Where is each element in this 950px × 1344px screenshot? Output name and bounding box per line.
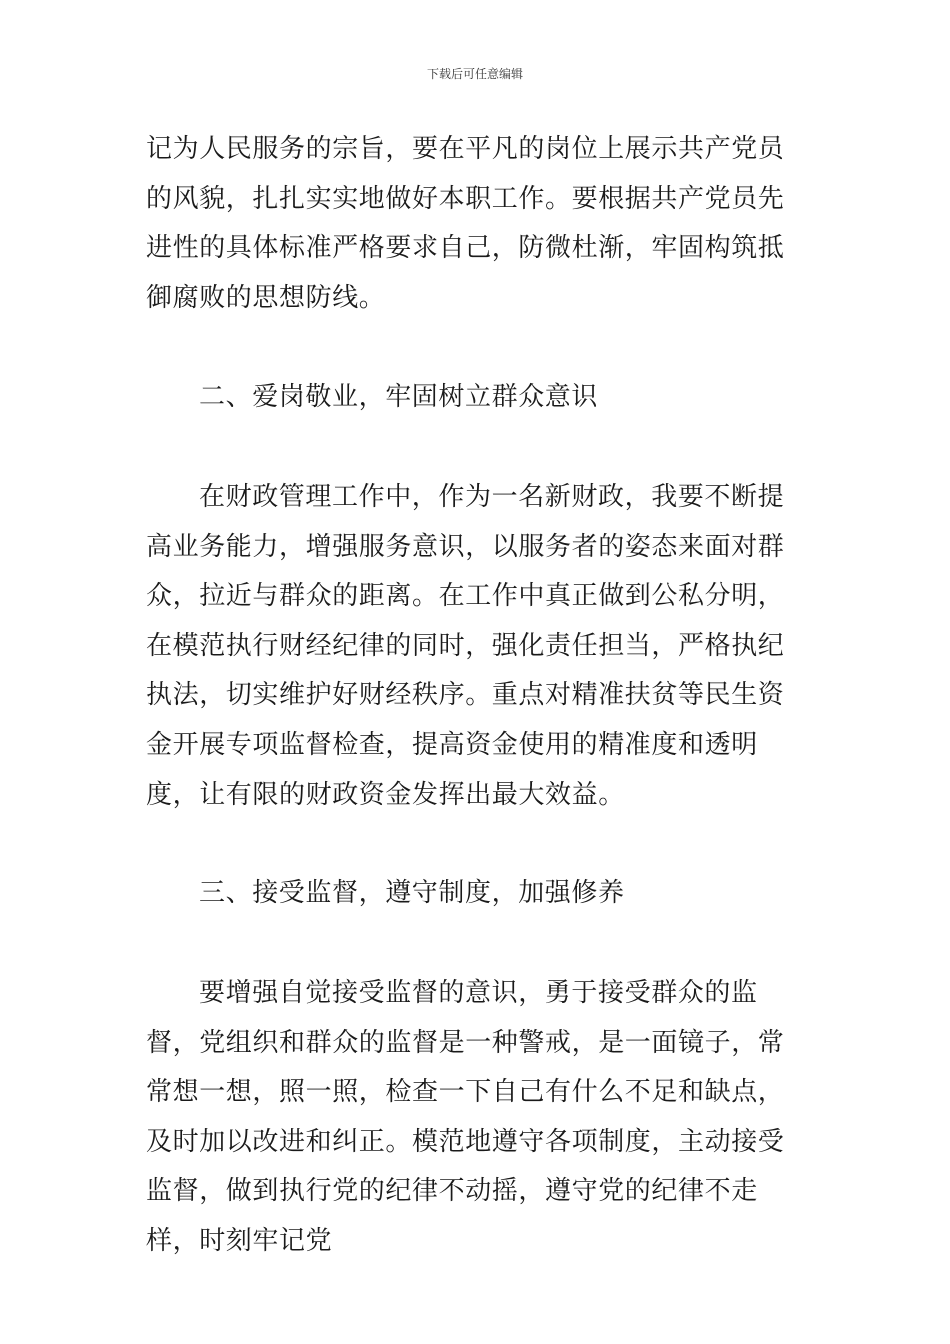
body-paragraph-1: 记为人民服务的宗旨，要在平凡的岗位上展示共产党员的风貌，扎扎实实地做好本职工作。要根据共产党员先进性的具体标准严格要求自己，防微杜渐，牢固构筑抵御腐败的思想防线。 xyxy=(146,134,785,313)
section-heading-2: 二、爱岗敬业，牢固树立群众意识 xyxy=(199,382,599,412)
body-paragraph-2: 在财政管理工作中，作为一名新财政，我要不断提高业务能力，增强服务意识，以服务者的姿态来面对群众，拉近与群众的距离。在工作中真正做到公私分明，在模范执行财经纪律的同时，强化责任担当，严格执纪执法，切实维护好财经秩序。重点对精准扶贫等民生资金开展专项监督检查，提高资金使用的精准度和透明度，让有限的财政资金发挥出最大效益。 xyxy=(146,482,785,810)
section-heading-3: 三、接受监督，遵守制度，加强修养 xyxy=(199,878,625,908)
page-header-note: 下载后可任意编辑 xyxy=(426,67,523,81)
body-paragraph-3: 要增强自觉接受监督的意识，勇于接受群众的监督，党组织和群众的监督是一种警戒，是一面镜子，常常想一想，照一照，检查一下自己有什么不足和缺点，及时加以改进和纠正。模范地遵守各项制度，主动接受监督，做到执行党的纪律不动摇，遵守党的纪律不走样，时刻牢记党 xyxy=(146,978,785,1256)
